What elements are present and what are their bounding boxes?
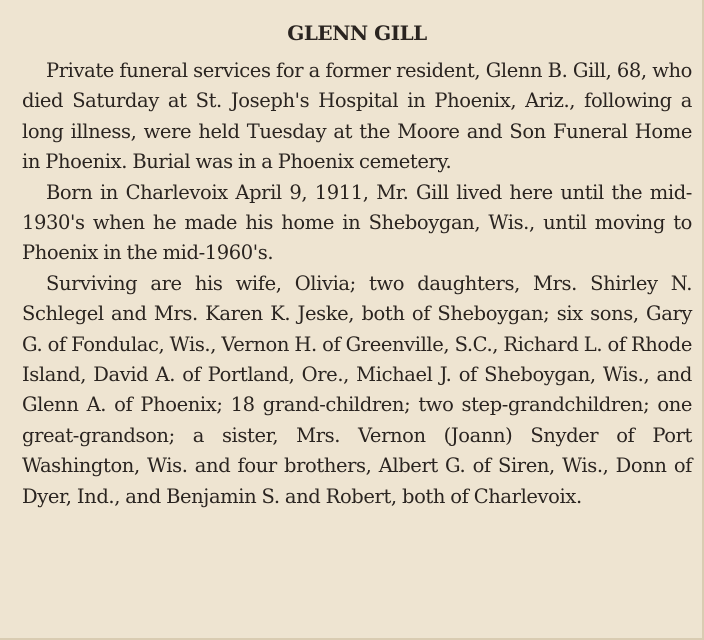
article-paragraph-biography: Born in Charlevoix April 9, 1911, Mr. Gill lived here until the mid-1930's when he made his home in Sheboygan, Wis., until moving to Phoenix in the mid-1960's. bbox=[22, 180, 692, 265]
obituary-article bbox=[22, 16, 692, 512]
article-paragraph-services: Private funeral services for a former resident, Glenn B. Gill, 68, who died Saturday at St. Joseph's Hospital in Phoenix, Ariz., following a long illness, were held Tuesday at the Moore and Son Funeral Home in Phoenix. Burial was in a Phoenix cemetery. bbox=[22, 59, 692, 174]
article-headline: GLENN GILL bbox=[287, 21, 427, 45]
article-paragraph-survivors: Surviving are his wife, Olivia; two daughters, Mrs. Shirley N. Schlegel and Mrs. Karen K. Jeske, both of Sheboygan; six sons, Gary G. of Fondulac, Wis., Vernon H. of Greenville, S.C., Richard L. of Rhode Island, David A. of Portland, Ore., Michael J. of Sheboygan, Wis., and Glenn A. of Phoenix; 18 grand-children; two step-grandchildren; one great-grandson; a sister, Mrs. Vernon (Joann) Snyder of Port Washington, Wis. and four brothers, Albert G. of Siren, Wis., Donn of Dyer, Ind., and Benjamin S. and Robert, both of Charlevoix. bbox=[22, 271, 692, 508]
